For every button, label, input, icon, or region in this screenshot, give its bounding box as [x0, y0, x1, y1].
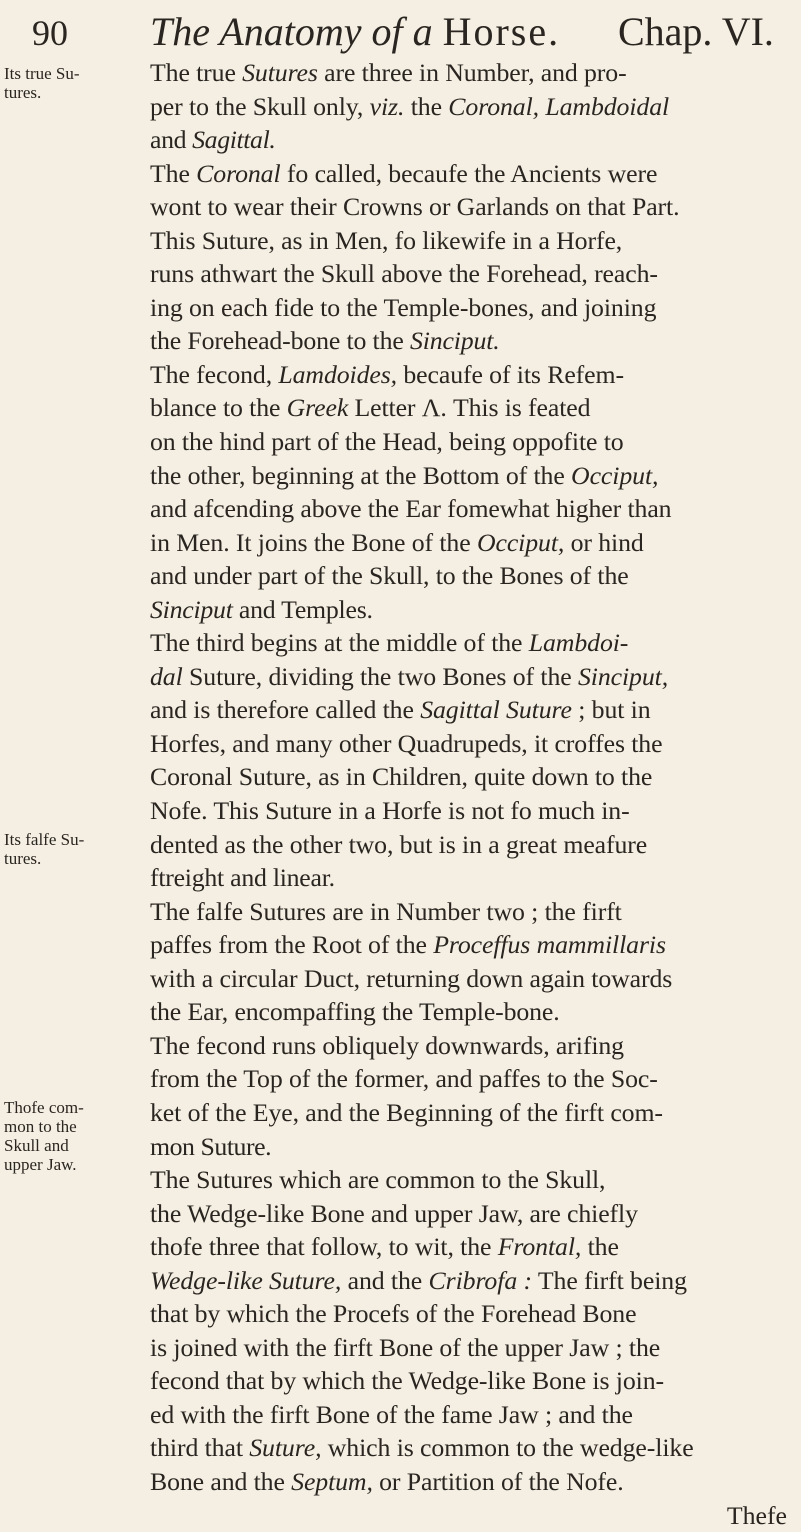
- text-segment: on the hind part of the Head, being oppofite to: [150, 427, 624, 457]
- text-line: [150, 90, 795, 124]
- margin-note-false-sutures: [4, 830, 100, 868]
- text-segment: with a circular Duct, returning down again towards: [150, 963, 673, 993]
- text-segment: Occiput,: [476, 527, 565, 557]
- text-line: [150, 1465, 795, 1499]
- text-line: [150, 224, 795, 258]
- margin-note-line: upper Jaw.: [4, 1155, 77, 1174]
- catchword: Thefe: [726, 1500, 787, 1530]
- text-line: [150, 626, 795, 660]
- text-segment: blance to the: [150, 393, 287, 423]
- text-segment: Suture,: [249, 1433, 322, 1463]
- text-line: [150, 1029, 795, 1063]
- text-segment: paffes from the Root of the: [150, 930, 434, 960]
- running-title-italic: The Anatomy of a: [150, 9, 433, 54]
- text-line: [150, 324, 795, 358]
- text-line: [150, 794, 795, 828]
- text-segment: Sagittal Suture: [420, 695, 572, 725]
- text-segment: and under part of the Skull, to the Bones of the: [150, 561, 629, 591]
- text-segment: that by which the Procefs of the Forehead Bone: [150, 1299, 637, 1329]
- margin-note-line: Skull and: [4, 1136, 69, 1155]
- text-segment: is joined with the firft Bone of the upper Jaw ; the: [150, 1332, 661, 1362]
- margin-note-line: Thofe com-: [4, 1098, 84, 1117]
- text-line: [150, 928, 795, 962]
- text-line: [150, 1163, 795, 1197]
- text-line: [150, 1431, 795, 1465]
- text-segment: or Partition of the Nofe.: [372, 1466, 624, 1496]
- text-segment: dented as the other two, but is in a great meafure: [150, 829, 648, 859]
- text-segment: ; but in: [571, 695, 651, 725]
- text-line: [150, 962, 795, 996]
- text-segment: The firft being: [531, 1265, 687, 1295]
- text-segment: The falfe Sutures are in Number two ; the firft: [150, 896, 622, 926]
- text-segment: and: [150, 125, 193, 155]
- text-segment: ing on each fide to the Temple-bones, and joining: [150, 292, 657, 322]
- text-segment: The Sutures which are common to the Skull,: [150, 1165, 606, 1195]
- text-segment: fo called, becaufe the Ancients were: [280, 158, 658, 188]
- text-segment: Coronal Suture, as in Children, quite down to the: [150, 762, 653, 792]
- text-segment: Lambdoi-: [528, 628, 629, 658]
- text-segment: ftreight and linear.: [150, 863, 335, 893]
- text-line: [150, 492, 795, 526]
- text-line: [150, 1230, 795, 1264]
- page-number: 90: [32, 13, 68, 53]
- text-segment: This Suture, as in Men, fo likewife in a Horfe,: [150, 225, 623, 255]
- running-title-horse: Horse.: [442, 9, 561, 54]
- chapter-label: Chap. VI.: [618, 9, 774, 54]
- text-line: [150, 257, 795, 291]
- text-segment: which is common to the wedge-like: [321, 1433, 694, 1463]
- body-text: [150, 56, 795, 1532]
- text-segment: the: [404, 91, 449, 121]
- text-segment: Wedge-like Suture,: [150, 1265, 342, 1295]
- text-segment: The: [150, 158, 197, 188]
- text-line: [150, 157, 795, 191]
- text-line: [150, 861, 795, 895]
- text-segment: Lambdoidal: [545, 91, 670, 121]
- text-line: [150, 425, 795, 459]
- text-segment: Greek: [286, 393, 349, 423]
- text-line: [150, 459, 795, 493]
- text-segment: Sinciput: [150, 594, 233, 624]
- text-segment: and Temples.: [232, 594, 373, 624]
- text-line: [150, 1364, 795, 1398]
- text-line: [150, 1264, 795, 1298]
- text-segment: Septum,: [291, 1466, 373, 1496]
- text-line: [150, 1331, 795, 1365]
- text-segment: Cribrofa :: [428, 1265, 532, 1295]
- text-segment: per to the Skull only,: [150, 91, 370, 121]
- text-segment: Sutures: [242, 58, 318, 87]
- text-segment: Occiput,: [571, 460, 659, 490]
- text-line: [150, 1197, 795, 1231]
- text-segment: thofe three that follow, to wit, the: [150, 1232, 498, 1262]
- text-segment: from the Top of the former, and paffes to the Soc-: [150, 1064, 658, 1094]
- text-segment: Sinciput.: [409, 326, 500, 356]
- text-segment: the: [581, 1232, 619, 1262]
- text-segment: Coronal,: [448, 91, 540, 121]
- text-line: [150, 1297, 795, 1331]
- text-line: [150, 593, 795, 627]
- margin-note-common-sutures: [4, 1098, 100, 1174]
- text-segment: the Wedge-like Bone and upper Jaw, are chiefly: [150, 1198, 638, 1228]
- text-line: [150, 693, 795, 727]
- text-line: [150, 895, 795, 929]
- text-line: [150, 391, 795, 425]
- text-segment: Sinciput,: [577, 661, 669, 691]
- text-line: [150, 123, 795, 157]
- text-line: [150, 291, 795, 325]
- text-line: [150, 995, 795, 1029]
- text-segment: The fecond runs obliquely downwards, arifing: [150, 1030, 624, 1060]
- text-segment: Lamdoides,: [278, 359, 398, 389]
- margin-note-true-sutures: [4, 64, 100, 102]
- text-line: [150, 526, 795, 560]
- text-segment: Proceffus mammillaris: [433, 930, 666, 960]
- text-segment: The true: [150, 58, 243, 87]
- text-line: [150, 1062, 795, 1096]
- text-segment: Frontal,: [497, 1232, 582, 1262]
- text-line: [150, 1398, 795, 1432]
- text-segment: Nofe. This Suture in a Horfe is not fo much in-: [150, 796, 630, 826]
- text-segment: Letter Λ. This is feated: [348, 393, 591, 423]
- text-segment: the Ear, encompaffing the Temple-bone.: [150, 997, 560, 1027]
- text-segment: or hind: [564, 527, 644, 557]
- text-line: [150, 660, 795, 694]
- text-segment: Suture, dividing the two Bones of the: [182, 661, 578, 691]
- text-segment: the Forehead-bone to the: [150, 326, 410, 356]
- text-segment: Coronal: [196, 158, 281, 188]
- text-segment: dal: [150, 661, 183, 691]
- margin-note-line: Its falfe Su-: [4, 830, 85, 849]
- text-line: [150, 760, 795, 794]
- text-segment: are three in Number, and pro-: [317, 58, 627, 87]
- text-line: [150, 727, 795, 761]
- text-segment: runs athwart the Skull above the Forehead, reach-: [150, 259, 658, 289]
- text-segment: and is therefore called the: [150, 695, 421, 725]
- margin-note-line: tures.: [4, 83, 42, 102]
- text-segment: ket of the Eye, and the Beginning of the firft com-: [150, 1097, 663, 1127]
- text-line: [150, 1130, 795, 1164]
- text-line: [150, 56, 795, 90]
- text-line: [150, 1096, 795, 1130]
- text-line: [150, 358, 795, 392]
- margin-note-line: Its true Su-: [4, 64, 80, 83]
- running-title: [150, 8, 560, 55]
- text-line: [150, 559, 795, 593]
- text-segment: wont to wear their Crowns or Garlands on that Part.: [150, 192, 680, 222]
- text-segment: viz.: [369, 91, 405, 121]
- text-segment: The fecond,: [150, 359, 279, 389]
- margin-note-line: tures.: [4, 849, 42, 868]
- text-line: [150, 190, 795, 224]
- text-segment: becaufe of its Refem-: [397, 359, 624, 389]
- margin-note-line: mon to the: [4, 1117, 77, 1136]
- text-segment: and the: [341, 1265, 429, 1295]
- text-segment: fecond that by which the Wedge-like Bone is join-: [150, 1366, 664, 1396]
- text-segment: the other, beginning at the Bottom of the: [150, 460, 572, 490]
- text-segment: Horfes, and many other Quadrupeds, it croffes the: [150, 728, 663, 758]
- text-segment: in Men. It joins the Bone of the: [150, 527, 477, 557]
- text-segment: third that: [150, 1433, 250, 1463]
- text-segment: Sagittal.: [192, 125, 276, 155]
- text-segment: The third begins at the middle of the: [150, 628, 529, 658]
- text-segment: and afcending above the Ear fomewhat higher than: [150, 494, 672, 524]
- text-segment: Bone and the: [150, 1466, 292, 1496]
- text-segment: mon Suture.: [150, 1131, 272, 1161]
- text-segment: ed with the firft Bone of the fame Jaw ; and the: [150, 1399, 633, 1429]
- text-line: [150, 828, 795, 862]
